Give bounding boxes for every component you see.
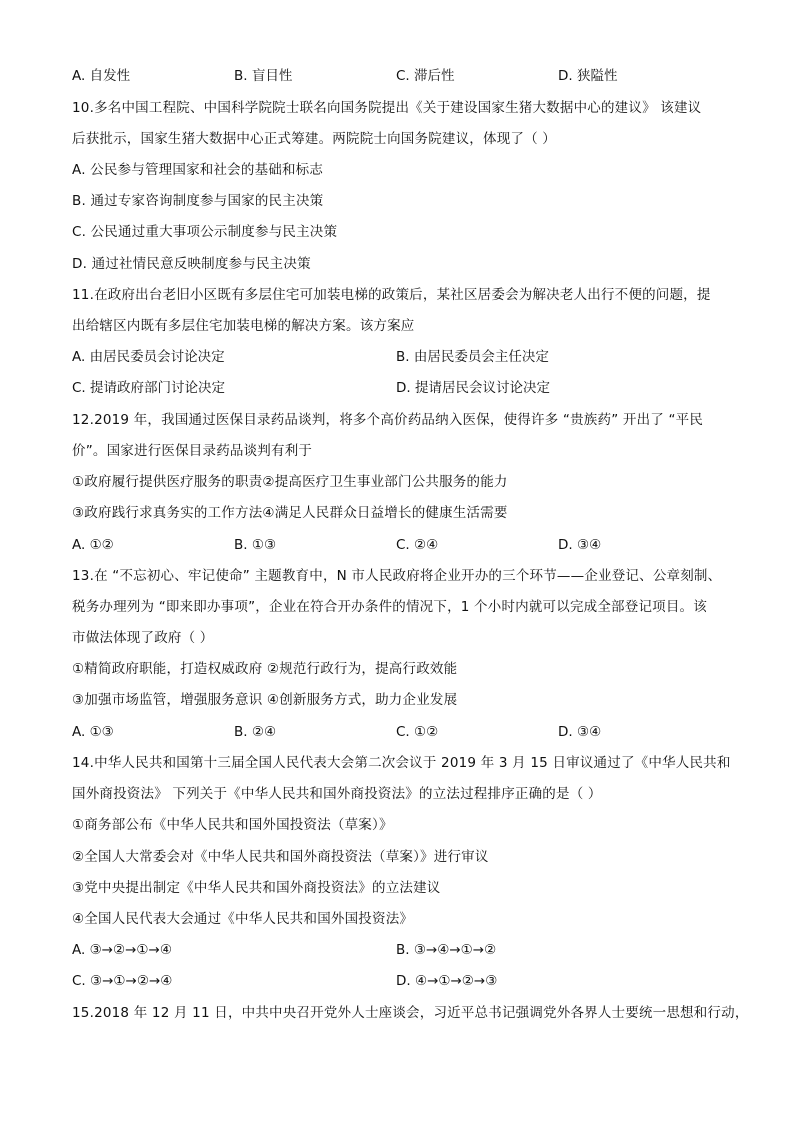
q14-option-d[interactable]: D. ④→①→②→③: [396, 973, 498, 989]
q12-stem-line-2: 价”。国家进行医保目录药品谈判有利于: [72, 443, 313, 459]
q10-option-b[interactable]: B. 通过专家咨询制度参与国家的民主决策: [72, 193, 324, 209]
q14-statement-3: ③党中央提出制定《中华人民共和国外商投资法》的立法建议: [72, 880, 441, 896]
q10-option-d[interactable]: D. 通过社情民意反映制度参与民主决策: [72, 256, 311, 272]
q9-option-d[interactable]: D. 狭隘性: [558, 68, 618, 84]
q12-statement-line-2: ③政府践行求真务实的工作方法④满足人民群众日益增长的健康生活需要: [72, 505, 508, 521]
q10-option-c[interactable]: C. 公民通过重大事项公示制度参与民主决策: [72, 224, 338, 240]
q14-statement-1: ①商务部公布《中华人民共和国外国投资法（草案）》: [72, 817, 393, 833]
q11-option-a[interactable]: A. 由居民委员会讨论决定: [72, 349, 225, 365]
q14-option-a[interactable]: A. ③→②→①→④: [72, 942, 172, 958]
q15-stem-line-1: 15.2018 年 12 月 11 日，中共中央召开党外人士座谈会，习近平总书记强调党外各界人士要统一思想和行动，: [72, 1005, 749, 1021]
q12-statement-line-1: ①政府履行提供医疗服务的职责②提高医疗卫生事业部门公共服务的能力: [72, 474, 508, 490]
q14-option-b[interactable]: B. ③→④→①→②: [396, 942, 497, 958]
q9-option-b[interactable]: B. 盲目性: [234, 68, 293, 84]
q12-option-a[interactable]: A. ①②: [72, 537, 114, 553]
q11-stem-line-2: 出给辖区内既有多层住宅加装电梯的解决方案。该方案应: [72, 318, 415, 334]
q10-stem-line-1: 10.多名中国工程院、中国科学院院士联名向国务院提出《关于建设国家生猪大数据中心的建议》 该建议: [72, 100, 702, 116]
q9-option-c[interactable]: C. 滞后性: [396, 68, 455, 84]
q11-stem-line-1: 11.在政府出台老旧小区既有多层住宅可加装电梯的政策后，某社区居委会为解决老人出行不便的问题，提: [72, 287, 711, 303]
q10-option-a[interactable]: A. 公民参与管理国家和社会的基础和标志: [72, 162, 324, 178]
q11-option-d[interactable]: D. 提请居民会议讨论决定: [396, 380, 550, 396]
q13-option-c[interactable]: C. ①②: [396, 724, 439, 740]
q13-option-a[interactable]: A. ①③: [72, 724, 114, 740]
q12-option-c[interactable]: C. ②④: [396, 537, 439, 553]
q13-statement-line-1: ①精简政府职能，打造权威政府 ②规范行政行为，提高行政效能: [72, 661, 458, 677]
q13-option-d[interactable]: D. ③④: [558, 724, 602, 740]
q13-statement-line-2: ③加强市场监管，增强服务意识 ④创新服务方式，助力企业发展: [72, 692, 458, 708]
q12-option-b[interactable]: B. ①③: [234, 537, 277, 553]
q14-statement-4: ④全国人民代表大会通过《中华人民共和国外国投资法》: [72, 911, 414, 927]
q14-option-c[interactable]: C. ③→①→②→④: [72, 973, 173, 989]
q12-stem-line-1: 12.2019 年，我国通过医保目录药品谈判，将多个高价药品纳入医保，使得许多 “贵族药” 开出了 “平民: [72, 412, 704, 428]
q10-stem-line-2: 后获批示，国家生猪大数据中心正式筹建。两院院士向国务院建议，体现了（ ）: [72, 131, 556, 147]
q11-option-c[interactable]: C. 提请政府部门讨论决定: [72, 380, 226, 396]
q13-stem-line-2: 税务办理列为 “即来即办事项”，企业在符合开办条件的情况下，1 个小时内就可以完成全部登记项目。该: [72, 599, 707, 615]
q14-stem-line-1: 14.中华人民共和国第十三届全国人民代表大会第二次会议于 2019 年 3 月 15 日审议通过了《中华人民共和: [72, 755, 731, 771]
q13-stem-line-1: 13.在 “不忘初心、牢记使命” 主题教育中，N 市人民政府将企业开办的三个环节——企业登记、公章刻制、: [72, 568, 722, 584]
q14-statement-2: ②全国人大常委会对《中华人民共和国外商投资法（草案）》进行审议: [72, 849, 489, 865]
q14-stem-line-2: 国外商投资法》 下列关于《中华人民共和国外商投资法》的立法过程排序正确的是（ ）: [72, 786, 602, 802]
q12-option-d[interactable]: D. ③④: [558, 537, 602, 553]
q13-option-b[interactable]: B. ②④: [234, 724, 277, 740]
q9-option-a[interactable]: A. 自发性: [72, 68, 131, 84]
q13-stem-line-3: 市做法体现了政府（ ）: [72, 630, 214, 646]
q11-option-b[interactable]: B. 由居民委员会主任决定: [396, 349, 549, 365]
